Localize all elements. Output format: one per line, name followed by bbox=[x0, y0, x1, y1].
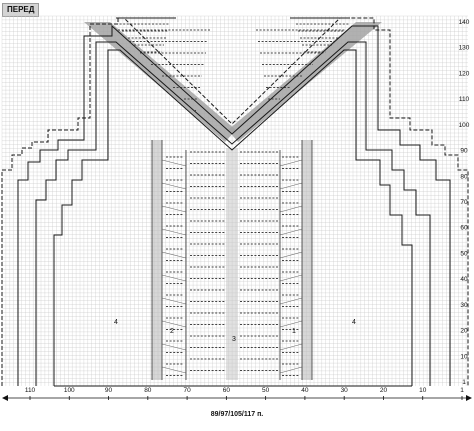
stitch-count-label: 89/97/105/117 п. bbox=[210, 411, 264, 418]
row-axis-label: 100 bbox=[458, 121, 470, 129]
row-axis-label: 40 bbox=[460, 276, 468, 284]
left-neck-band bbox=[84, 22, 236, 142]
stitch-axis-label: 70 bbox=[183, 387, 191, 394]
row-axis-label: 1 bbox=[462, 379, 466, 386]
row-axis-label: 130 bbox=[458, 44, 470, 52]
row-axis-label: 70 bbox=[460, 199, 468, 206]
stitch-axis-label: 50 bbox=[262, 387, 270, 394]
center-strip bbox=[226, 148, 238, 380]
row-axis-label: 50 bbox=[460, 250, 468, 258]
stitch-axis-label: 80 bbox=[144, 387, 152, 394]
zone-label-left-inner: 2 bbox=[170, 328, 174, 335]
stitch-axis-label: 1 bbox=[460, 387, 464, 394]
stitch-axis-arrow-right bbox=[466, 395, 472, 401]
zone-label-right-side: 4 bbox=[352, 319, 356, 326]
row-axis-label: 120 bbox=[458, 70, 470, 78]
row-axis-label: 60 bbox=[460, 224, 468, 232]
stitch-axis bbox=[2, 387, 472, 401]
row-axis-label: 30 bbox=[460, 301, 468, 309]
row-axis-label: 10 bbox=[460, 353, 468, 361]
stitch-axis-label: 90 bbox=[104, 387, 113, 394]
stitch-axis-label: 100 bbox=[63, 387, 75, 394]
left-center-strip bbox=[152, 140, 162, 380]
page-title: ПЕРЕД bbox=[2, 3, 39, 17]
stitch-axis-arrow-left bbox=[2, 395, 8, 401]
row-axis-label: 20 bbox=[460, 327, 468, 335]
row-axis-label: 110 bbox=[458, 96, 470, 104]
zone-label-center: 3 bbox=[232, 336, 236, 343]
stitch-axis-label: 60 bbox=[222, 387, 230, 394]
row-axis-label: 140 bbox=[458, 19, 470, 26]
zone-label-right-inner: 1 bbox=[292, 328, 296, 335]
stitch-axis-label: 10 bbox=[419, 387, 427, 394]
right-center-strip bbox=[302, 140, 312, 380]
row-axis-label: 80 bbox=[460, 173, 468, 181]
row-axis-label: 90 bbox=[460, 147, 468, 155]
zone-label-left-side: 4 bbox=[114, 319, 118, 326]
stitch-axis-label: 20 bbox=[379, 387, 388, 394]
stitch-axis-label: 30 bbox=[340, 387, 348, 394]
stitch-axis-label: 110 bbox=[24, 387, 36, 394]
right-neck-band bbox=[228, 22, 382, 142]
stitch-axis-label: 40 bbox=[301, 387, 309, 394]
